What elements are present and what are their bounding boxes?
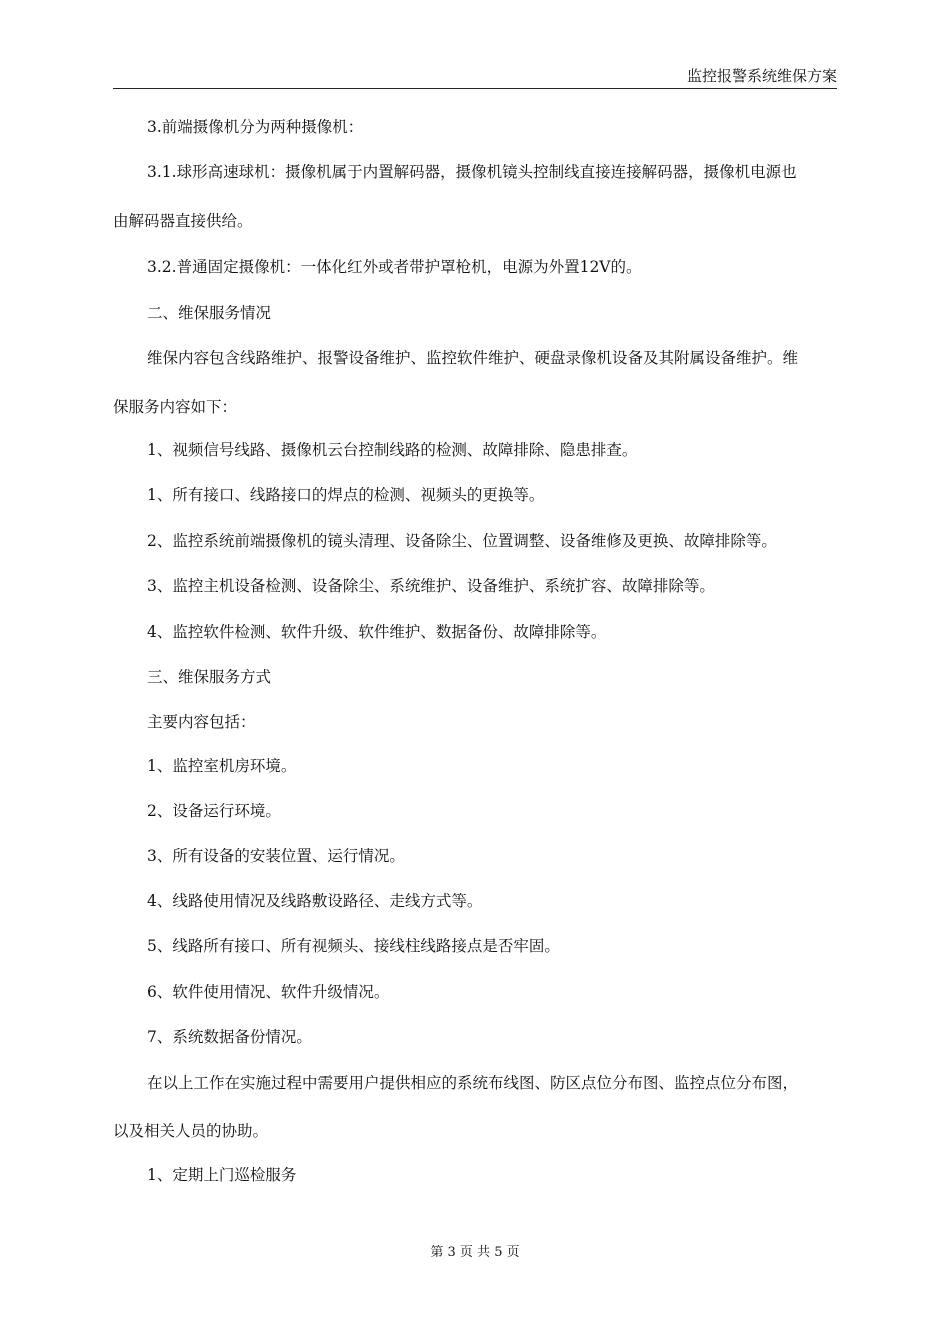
- document-title: 监控报警系统维保方案: [686, 67, 837, 85]
- list-item: 1、定期上门巡检服务: [147, 1166, 297, 1184]
- list-item: 1、所有接口、线路接口的焊点的检测、视频头的更换等。: [147, 486, 545, 504]
- paragraph: 保服务内容如下：: [113, 398, 238, 416]
- paragraph: 3.1.球形高速球机：摄像机属于内置解码器，摄像机镜头控制线直接连接解码器，摄像机电源也: [147, 163, 797, 181]
- paragraph: 在以上工作在实施过程中需要用户提供相应的系统布线图、防区点位分布图、监控点位分布图，: [147, 1074, 799, 1092]
- paragraph: 维保内容包含线路维护、报警设备维护、监控软件维护、硬盘录像机设备及其附属设备维护。维: [147, 349, 799, 367]
- list-item: 1、视频信号线路、摄像机云台控制线路的检测、故障排除、隐患排查。: [147, 441, 638, 459]
- section-heading: 三、维保服务方式: [147, 668, 272, 686]
- paragraph: 以及相关人员的协助。: [113, 1122, 269, 1140]
- paragraph: 由解码器直接供给。: [113, 212, 253, 230]
- list-item: 4、线路使用情况及线路敷设路径、走线方式等。: [147, 892, 483, 910]
- list-item: 7、系统数据备份情况。: [147, 1028, 312, 1046]
- list-item: 1、监控室机房环境。: [147, 757, 297, 775]
- header-divider: [113, 88, 837, 89]
- list-item: 3、所有设备的安装位置、运行情况。: [147, 847, 405, 865]
- list-item: 2、监控系统前端摄像机的镜头清理、设备除尘、位置调整、设备维修及更换、故障排除等。: [147, 532, 777, 550]
- list-item: 3、监控主机设备检测、设备除尘、系统维护、设备维护、系统扩容、故障排除等。: [147, 577, 715, 595]
- page-footer: 第 3 页 共 5 页: [430, 1245, 520, 1260]
- paragraph: 3.前端摄像机分为两种摄像机：: [147, 118, 364, 136]
- list-item: 6、软件使用情况、软件升级情况。: [147, 983, 390, 1001]
- list-item: 2、设备运行环境。: [147, 802, 281, 820]
- paragraph: 3.2.普通固定摄像机：一体化红外或者带护罩枪机，电源为外置12V的。: [147, 258, 642, 276]
- list-item: 5、线路所有接口、所有视频头、接线柱线路接点是否牢固。: [147, 937, 560, 955]
- section-heading: 二、维保服务情况: [147, 304, 272, 322]
- list-item: 4、监控软件检测、软件升级、软件维护、数据备份、故障排除等。: [147, 623, 607, 641]
- paragraph: 主要内容包括：: [147, 713, 256, 731]
